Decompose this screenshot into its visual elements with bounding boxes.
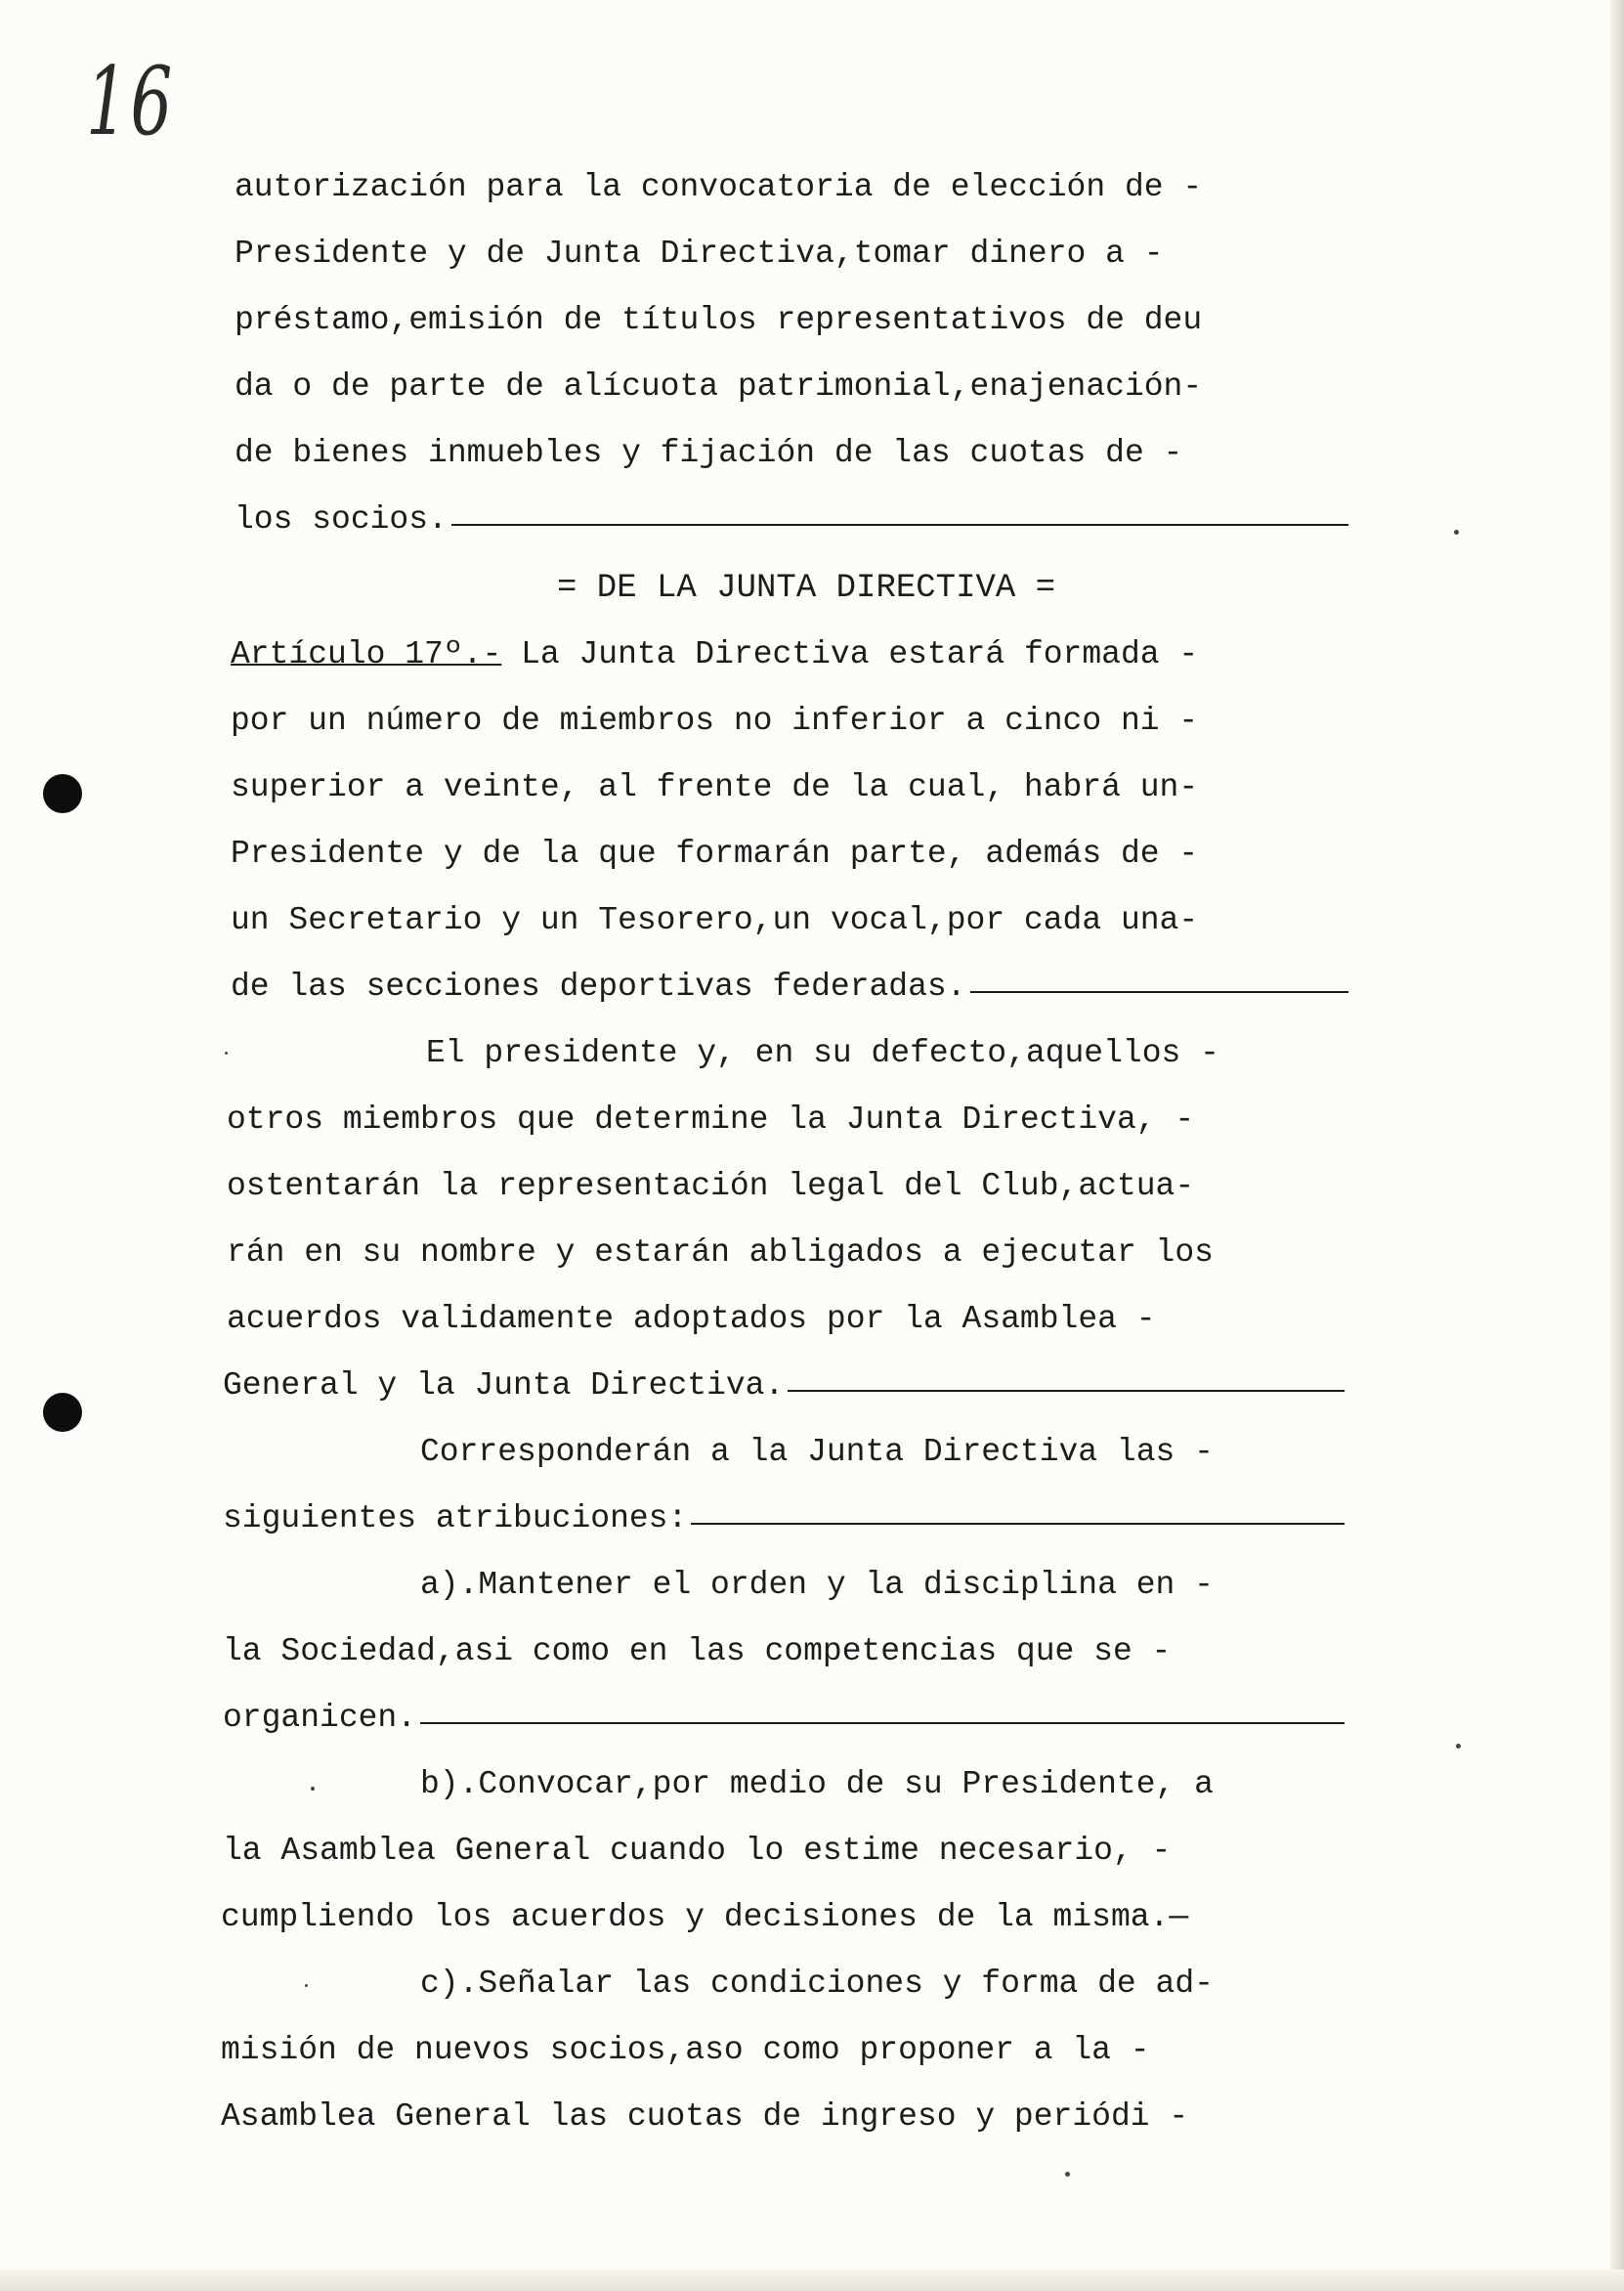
fill-dash-line <box>420 1722 1345 1724</box>
punch-hole-icon <box>43 1393 82 1432</box>
fill-dash-line <box>788 1390 1345 1392</box>
scan-speck <box>305 1984 308 1987</box>
text-line: la Asamblea General cuando lo estime necesario, - <box>223 1833 1172 1869</box>
scan-speck <box>1454 530 1459 535</box>
page-edge-shadow <box>1610 0 1624 2291</box>
text-line: préstamo,emisión de títulos representativos de deu <box>235 302 1203 338</box>
fill-dash-line <box>691 1523 1345 1525</box>
text-line: Artículo 17º.- La Junta Directiva estará formada - <box>231 629 1364 680</box>
text-line: da o de parte de alícuota patrimonial,enajenación- <box>235 368 1203 405</box>
text-line: Corresponderán a la Junta Directiva las - <box>420 1434 1214 1470</box>
text-line: a).Mantener el orden y la disciplina en - <box>420 1567 1214 1603</box>
punch-hole-icon <box>43 774 82 813</box>
text-line: de las secciones deportivas federadas. <box>231 962 1348 1013</box>
section-heading: = DE LA JUNTA DIRECTIVA = <box>557 570 1056 607</box>
article-label: Artículo 17º.- <box>231 636 502 672</box>
text-line: superior a veinte, al frente de la cual, habrá un- <box>231 769 1199 805</box>
text-line: El presidente y, en su defecto,aquellos - <box>426 1035 1219 1071</box>
text-line: c).Señalar las condiciones y forma de ad- <box>420 1966 1214 2002</box>
scan-speck <box>225 1052 228 1055</box>
handwritten-page-number: 16 <box>86 47 176 156</box>
fill-dash-line <box>451 524 1348 526</box>
text-line: Presidente y de Junta Directiva,tomar dinero a - <box>235 236 1164 272</box>
text-line: b).Convocar,por medio de su Presidente, a <box>420 1766 1214 1802</box>
scan-speck <box>1065 2172 1070 2177</box>
scan-speck <box>1456 1744 1461 1749</box>
text-line: cumpliendo los acuerdos y decisiones de la misma.— <box>221 1899 1189 1935</box>
text-line: de bienes inmuebles y fijación de las cuotas de - <box>235 435 1183 471</box>
text-line: un Secretario y un Tesorero,un vocal,por cada una- <box>231 902 1199 938</box>
text-line: ostentarán la representación legal del Club,actua- <box>227 1168 1195 1204</box>
text-line: Presidente y de la que formarán parte, además de - <box>231 836 1199 872</box>
scan-speck <box>311 1787 315 1791</box>
page-bottom-edge <box>0 2269 1624 2291</box>
text-line: autorización para la convocatoria de elección de - <box>235 169 1203 205</box>
text-line: rán en su nombre y estarán abligados a ejecutar los <box>227 1234 1214 1271</box>
text-line: organicen. <box>223 1693 1345 1744</box>
text-line: General y la Junta Directiva. <box>223 1361 1345 1411</box>
text-line: misión de nuevos socios,aso como proponer a la - <box>221 2032 1150 2068</box>
text-line: siguientes atribuciones: <box>223 1493 1345 1544</box>
fill-dash-line <box>970 991 1348 993</box>
text-line: la Sociedad,asi como en las competencias que se - <box>223 1633 1172 1669</box>
text-line: los socios. <box>235 495 1348 545</box>
text-line: acuerdos validamente adoptados por la Asamblea - <box>227 1301 1156 1337</box>
text-line: Asamblea General las cuotas de ingreso y periódi - <box>221 2098 1189 2135</box>
text-line: por un número de miembros no inferior a cinco ni - <box>231 703 1199 739</box>
text-line: otros miembros que determine la Junta Directiva, - <box>227 1102 1195 1138</box>
